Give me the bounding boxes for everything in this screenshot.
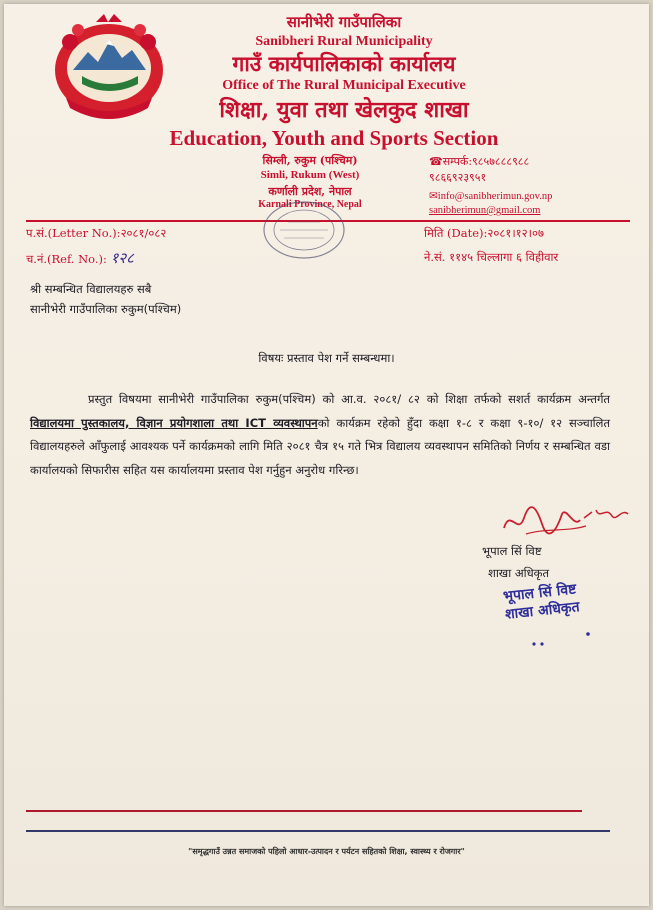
date-label: मिति (Date):: [424, 226, 488, 240]
signatory-title: शाखा अधिकृत: [488, 566, 550, 580]
municipality-name-np: सानीभेरी गाउँपालिका: [286, 13, 402, 31]
recipient-line-1: श्री सम्बन्धित विद्यालयहरु सबै: [30, 282, 152, 296]
footer-slogan: "समृद्धगाउँ उन्नत समाजको पहिलो आधार-उत्पादन र पर्यटन सहितको शिक्षा, स्वास्थ्य र रोजगार": [188, 847, 465, 856]
letter-number-label: प.सं.(Letter No.):: [26, 226, 121, 240]
signatory-name: भूपाल सिं विष्ट: [482, 544, 542, 558]
body-part-2: को कार्यक्रम रहेको हुँदा कक्षा १-८ र कक्षा ९-१०/ १२ सञ्चालित विद्यालयहरुले आँफुलाई आवश्यक पर्ने कार्यक्रमको लागि मिति २०८१ चैत्र १५ गते भित्र विद्यालय व्यवस्थापन समितिको निर्णय र सम्बन्धित वडा कार्यालयको सिफारीस सहित यस कार्यालयमा प्रस्ताव पेश गर्नुहुन अनुरोध गरिन्छ।: [30, 415, 610, 477]
letter-page: [4, 4, 649, 906]
footer-divider-blue: [26, 830, 610, 832]
body-underlined: विद्यालयमा पुस्तकालय, विज्ञान प्रयोगशाला तथा ICT व्यवस्थापन: [30, 415, 318, 430]
section-name-en: Education, Youth and Sports Section: [169, 126, 499, 150]
signature-stamp: [502, 580, 580, 624]
subject-line: विषयः प्रस्ताव पेश गर्ने सम्बन्धमा।: [258, 351, 395, 365]
office-seal-icon: [256, 200, 352, 270]
letter-body: [30, 388, 610, 482]
letter-number: [26, 226, 166, 241]
stamp-title: शाखा अधिकृत: [504, 599, 581, 623]
email-gmail: sanibherimun@gmail.com: [429, 205, 541, 216]
recipient-line-2: सानीभेरी गाउँपालिका रुकुम(पश्चिम): [30, 302, 182, 316]
handwritten-signature: [496, 498, 636, 540]
section-name-np: शिक्षा, युवा तथा खेलकुद शाखा: [219, 97, 469, 123]
province-np: कर्णाली प्रदेश, नेपाल: [268, 185, 352, 198]
letter-number-value: २०८१/०८२: [120, 226, 167, 240]
reference-number: [26, 248, 134, 268]
nepal-emblem-icon: [48, 12, 170, 122]
address-np: सिम्ली, रुकुम (पश्चिम): [262, 154, 358, 167]
body-part-1: प्रस्तुत विषयमा सानीभेरी गाउँपालिका रुकुम(पश्चिम) को आ.व. २०८१/ ८२ को शिक्षा तर्फको सशर्त कार्यक्रम अन्तर्गत: [88, 392, 610, 406]
municipality-name-en: Sanibheri Rural Municipality: [255, 34, 433, 49]
office-name-en: Office of The Rural Municipal Executive: [222, 78, 466, 93]
address-en: Simli, Rukum (West): [260, 169, 360, 181]
reference-number-label: च.नं.(Ref. No.):: [26, 252, 107, 266]
letter-date: [424, 226, 544, 241]
email-official: ✉info@sanibherimun.gov.np: [429, 191, 553, 202]
phone-secondary: ९८६६९२३९५१: [429, 171, 487, 184]
stamp-name: भूपाल सिं विष्ट: [502, 581, 578, 605]
date-value: २०८१।१२।०७: [487, 226, 544, 240]
reference-number-value: १२८: [110, 249, 134, 267]
province-en: Karnali Province, Nepal: [258, 199, 362, 210]
phone-primary: ☎सम्पर्क:९८५७८८८९८८: [429, 155, 530, 168]
nepal-sambat-date: ने.सं. ११४५ चिल्लागा ६ विहीवार: [424, 250, 559, 264]
footer-divider-red: [26, 810, 582, 812]
office-name-np: गाउँ कार्यपालिकाको कार्यालय: [232, 51, 456, 76]
ink-dots: [524, 630, 604, 650]
